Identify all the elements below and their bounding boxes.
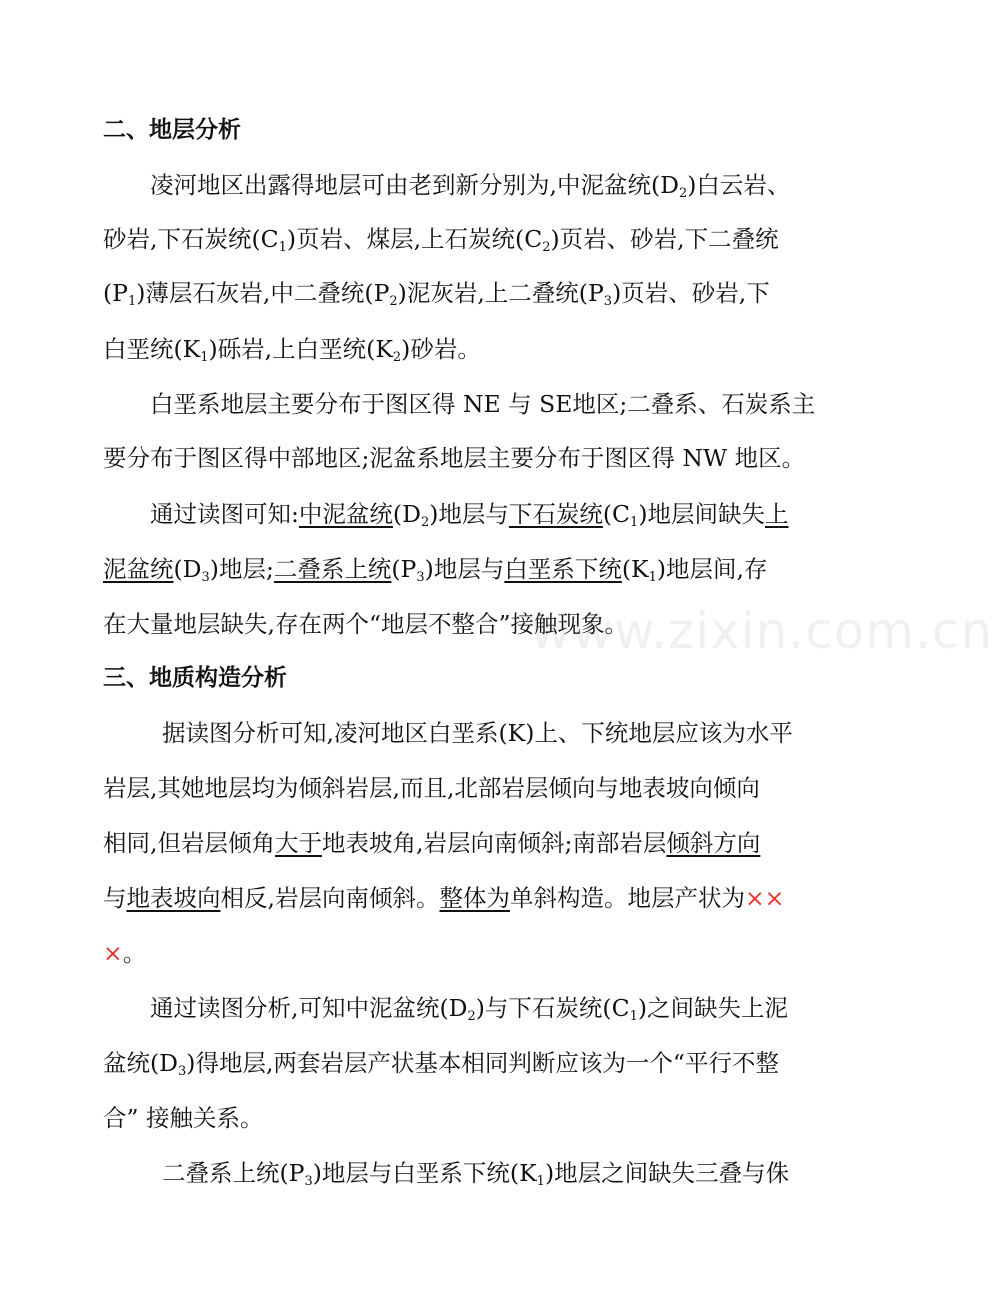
paragraph-line: 据读图分析可知,凌河地区白垩系(K)上、下统地层应该为水平 <box>162 719 793 747</box>
paragraph-line: $(P_1)$薄层石灰岩,中二叠统$(P_2)$泥灰岩,上二叠统$(P_3)$页岩、砂岩,下 <box>103 279 770 309</box>
paragraph-line: 盆统$(D_3)$得地层,两套岩层产状基本相同判断应该为一个“平行不整 <box>103 1049 779 1079</box>
paragraph-line: 通过读图分析,可知中泥盆统$(D_2)$与下石炭统$(C_1)$之间缺失上泥 <box>150 994 789 1024</box>
paragraph-line: 通过读图可知:中泥盆统$(D_2)$地层与下石炭统$(C_1)$地层间缺失上 <box>150 500 789 530</box>
paragraph-line: 泥盆统$(D_3)$地层;二叠系上统$(P_3)$地层与白垩系下统$(K_1)$地层间,存 <box>103 555 768 585</box>
paragraph-line: 与地表坡向相反,岩层向南倾斜。整体为单斜构造。地层产状为×× <box>103 884 785 912</box>
watermark: www.zixin.com.cn <box>530 602 993 660</box>
paragraph-line: 白垩系地层主要分布于图区得 NE 与 SE地区;二叠系、石炭系主 <box>150 390 816 418</box>
section-heading-stratigraphy: 二、地层分析 <box>103 117 241 143</box>
paragraph-line: 岩层,其她地层均为倾斜岩层,而且,北部岩层倾向与地表坡向倾向 <box>103 774 760 802</box>
paragraph-line: 砂岩,下石炭统$(C_1)$页岩、煤层,上石炭统$(C_2)$页岩、砂岩,下二叠统 <box>103 225 779 255</box>
paragraph-line: 二叠系上统$(P_3)$地层与白垩系下统$(K_1)$地层之间缺失三叠与侏 <box>162 1159 790 1189</box>
paragraph-line: 相同,但岩层倾角大于地表坡角,岩层向南倾斜;南部岩层倾斜方向 <box>103 829 761 857</box>
red-crosses: ×× <box>744 884 785 912</box>
section-heading-structure: 三、地质构造分析 <box>103 665 287 691</box>
paragraph-line: 凌河地区出露得地层可由老到新分别为,中泥盆统$(D_2)$白云岩、 <box>150 171 791 201</box>
paragraph-line: 白垩统$(K_1)$砾岩,上白垩统$(K_2)$砂岩。 <box>103 335 481 365</box>
red-cross: × <box>103 939 123 967</box>
paragraph-line: 在大量地层缺失,存在两个“地层不整合”接触现象。 <box>103 610 628 638</box>
paragraph-line: ×。 <box>103 939 147 967</box>
paragraph-line: 合” 接触关系。 <box>103 1104 264 1132</box>
paragraph-line: 要分布于图区得中部地区;泥盆系地层主要分布于图区得 NW 地区。 <box>103 444 806 472</box>
